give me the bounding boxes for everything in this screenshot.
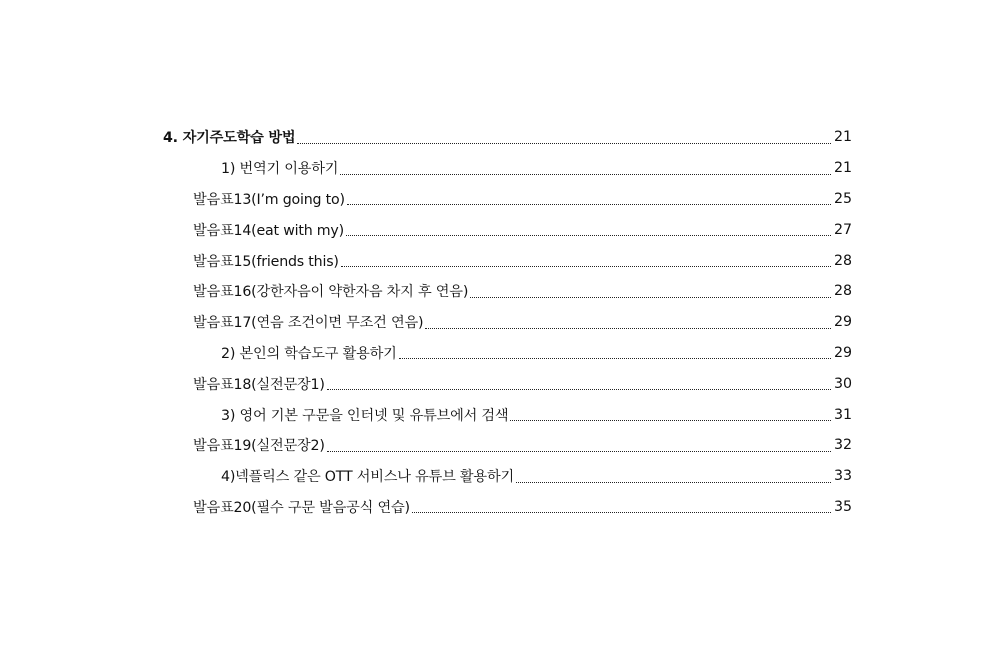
toc-entry-page: 29 xyxy=(833,344,852,361)
toc-entry-title: 발음표19(실전문장2) xyxy=(193,438,325,455)
toc-entry[interactable] xyxy=(0,307,1000,338)
dot-leader xyxy=(516,482,831,483)
toc-entry-title: 3) 영어 기본 구문을 인터넷 및 유튜브에서 검색 xyxy=(221,407,509,424)
toc-entry[interactable] xyxy=(0,122,1000,153)
toc-entry[interactable] xyxy=(0,461,1000,492)
toc-entry[interactable] xyxy=(0,430,1000,461)
dot-leader xyxy=(297,143,831,144)
dot-leader xyxy=(470,297,831,298)
toc-entry-title: 2) 본인의 학습도구 활용하기 xyxy=(221,345,397,362)
toc-entry[interactable] xyxy=(0,368,1000,399)
dot-leader xyxy=(347,204,831,205)
toc-entry-page: 35 xyxy=(833,498,852,515)
dot-leader xyxy=(510,420,831,421)
dot-leader xyxy=(412,512,831,513)
toc-entry[interactable] xyxy=(0,184,1000,215)
dot-leader xyxy=(425,328,831,329)
toc-entry[interactable] xyxy=(0,338,1000,369)
dot-leader xyxy=(327,451,831,452)
dot-leader xyxy=(346,235,831,236)
toc-entry-title: 발음표16(강한자음이 약한자음 차지 후 연음) xyxy=(193,284,469,301)
toc-entry[interactable] xyxy=(0,214,1000,245)
toc-entry-page: 28 xyxy=(833,252,852,269)
toc-entry-title: 1) 번역기 이용하기 xyxy=(221,161,339,178)
toc-entry[interactable] xyxy=(0,153,1000,184)
toc-entry-title: 발음표17(연음 조건이면 무조건 연음) xyxy=(193,315,424,332)
toc-entry-page: 25 xyxy=(833,190,852,207)
toc-entry-page: 28 xyxy=(833,283,852,300)
dot-leader xyxy=(399,358,831,359)
toc-entry[interactable] xyxy=(0,276,1000,307)
toc-entry-page: 21 xyxy=(833,160,852,177)
toc-entry[interactable] xyxy=(0,399,1000,430)
toc-entry[interactable] xyxy=(0,245,1000,276)
toc-entry-title: 발음표13(I’m going to) xyxy=(193,191,345,208)
table-of-contents xyxy=(0,122,1000,522)
toc-entry-page: 21 xyxy=(833,129,852,146)
toc-entry-page: 33 xyxy=(833,468,852,485)
toc-entry[interactable] xyxy=(0,492,1000,523)
toc-entry-page: 32 xyxy=(833,437,852,454)
toc-entry-title: 4. 자기주도학습 방법 xyxy=(163,130,296,147)
toc-entry-title: 발음표20(필수 구문 발음공식 연습) xyxy=(193,499,410,516)
toc-entry-title: 발음표18(실전문장1) xyxy=(193,376,325,393)
toc-entry-title: 발음표15(friends this) xyxy=(193,253,339,270)
dot-leader xyxy=(327,389,831,390)
toc-entry-title: 발음표14(eat with my) xyxy=(193,222,344,239)
toc-entry-page: 30 xyxy=(833,375,852,392)
toc-entry-page: 29 xyxy=(833,314,852,331)
toc-entry-title: 4)넥플릭스 같은 OTT 서비스나 유튜브 활용하기 xyxy=(221,469,514,486)
toc-entry-page: 31 xyxy=(833,406,852,423)
dot-leader xyxy=(341,266,831,267)
dot-leader xyxy=(340,174,831,175)
toc-entry-page: 27 xyxy=(833,221,852,238)
